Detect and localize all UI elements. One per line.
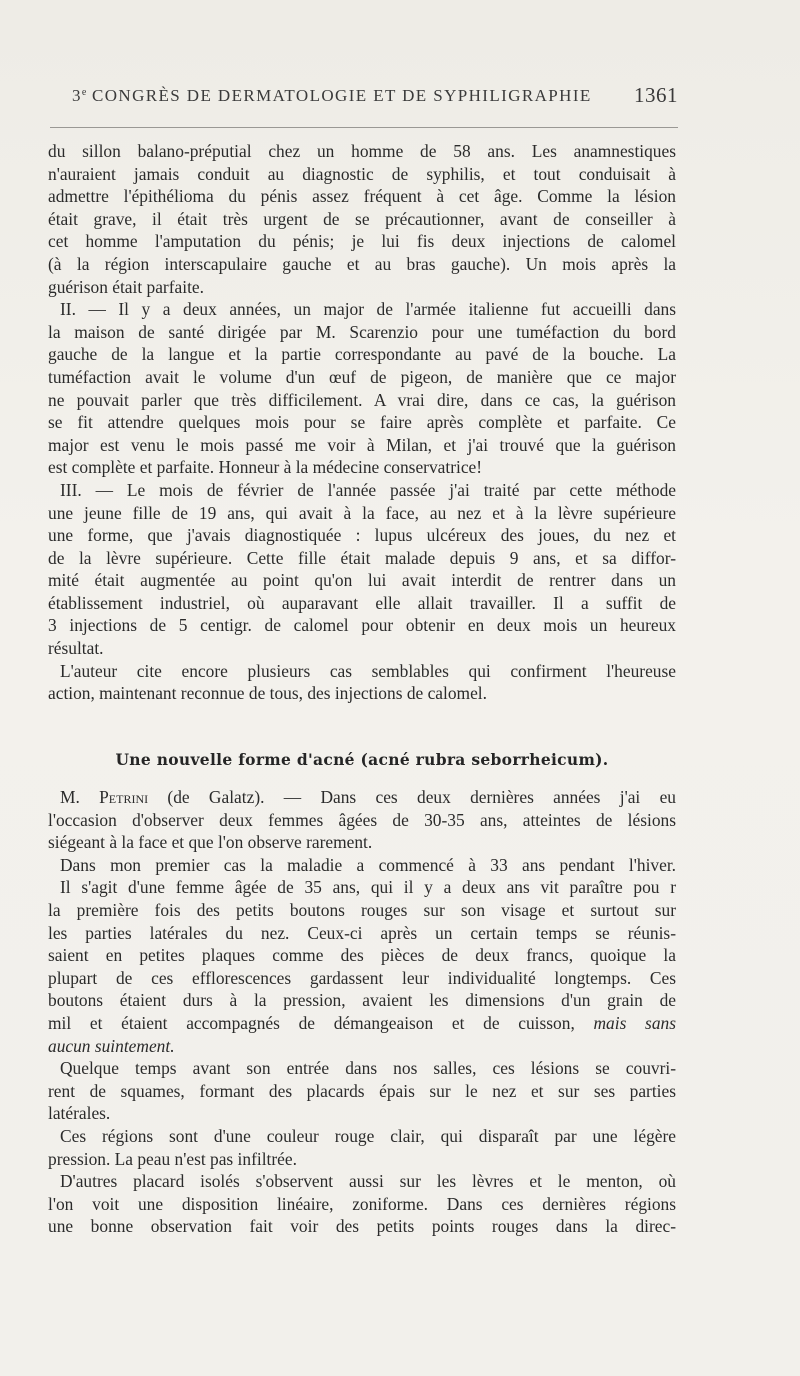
text-line: cet homme l'amputation du pénis; je lui fis deux injections de calomel: [48, 231, 676, 252]
text-line: Ces régions sont d'une couleur rouge clair, qui disparaît par une légère: [60, 1125, 676, 1146]
running-head-title: CONGRÈS DE DERMATOLOGIE ET DE SYPHILIGRAPHIE: [86, 86, 592, 105]
text-line: du sillon balano-préputial chez un homme de 58 ans. Les anamnestiques: [48, 141, 676, 161]
text-line: 3 injections de 5 centigr. de calomel pour obtenir en deux mois un heureux: [48, 615, 676, 636]
text-line-mixed: [48, 1012, 676, 1035]
text-line: L'auteur cite encore plusieurs cas semblables qui confirment l'heureuse: [60, 660, 676, 681]
text-line: mité était augmentée au point qu'on lui avait interdit de rentrer dans un: [48, 570, 676, 591]
text-line: (à la région interscapulaire gauche et au bras gauche). Un mois après la: [48, 253, 676, 274]
running-head-superscript: e: [81, 87, 87, 98]
author-prefix: M.: [60, 787, 100, 807]
text-line: une jeune fille de 19 ans, qui avait à la face, au nez et à la lèvre supérieure: [48, 502, 676, 523]
header-rule: [50, 127, 678, 128]
text-line: une bonne observation fait voir des petits points rouges dans la direc-: [48, 1216, 676, 1237]
text-line: Quelque temps avant son entrée dans nos salles, ces lésions se couvri-: [60, 1058, 676, 1079]
text-line: guérison était parfaite.: [48, 276, 204, 297]
text-line: D'autres placard isolés s'observent aussi sur les lèvres et le menton, où: [60, 1171, 676, 1192]
text-line: de la lèvre supérieure. Cette fille était malade depuis 9 ans, et sa diffor-: [48, 547, 676, 568]
text-line: l'occasion d'observer deux femmes âgées de 30-35 ans, atteintes de lésions: [48, 809, 676, 830]
text-span: mil et étaient accompagnés de démangeaison et de cuisson,: [48, 1012, 594, 1033]
italic-span: mais sans: [593, 1012, 676, 1033]
text-line: gauche de la langue et la partie correspondante au pavé de la bouche. La: [48, 344, 676, 365]
author-line-rest: (de Galatz). — Dans ces deux dernières années j'ai eu: [148, 787, 676, 807]
text-line: latérales.: [48, 1103, 111, 1124]
text-line: tuméfaction avait le volume d'un œuf de pigeon, de manière que ce major: [48, 366, 676, 387]
text-line: plupart de ces efflorescences gardassent leur individualité longtemps. Ces: [48, 967, 676, 988]
body-text-continuation: [48, 140, 676, 705]
text-line: résultat.: [48, 638, 104, 659]
page-number: 1361: [634, 83, 678, 107]
running-head-ordinal: 3: [72, 86, 82, 105]
text-line: ne pouvait parler que très difficilement. A vrai dire, dans ce cas, la guérison: [48, 389, 676, 410]
author-name: Petrini: [99, 787, 149, 807]
text-line: établissement industriel, où auparavant elle allait travailler. Il a suffit de: [48, 592, 676, 613]
text-line: II. — Il y a deux années, un major de l'armée italienne fut accueilli dans: [60, 299, 676, 320]
text-line: major est venu le mois passé me voir à Milan, et j'ai trouvé que la guérison: [48, 434, 676, 455]
text-line: action, maintenant reconnue de tous, des injections de calomel.: [48, 683, 487, 704]
running-header: [64, 83, 682, 116]
text-line: se fit attendre quelques mois pour se faire après complète et parfaite. Ce: [48, 412, 676, 433]
body-text-section: [48, 786, 676, 1238]
text-line: boutons étaient durs à la pression, avaient les dimensions d'un grain de: [48, 990, 676, 1011]
text-line: n'auraient jamais conduit au diagnostic de syphilis, et tout conduisait à: [48, 163, 676, 184]
text-line: était grave, il était très urgent de se précautionner, avant de conseiller à: [48, 208, 676, 229]
text-line: saient en petites plaques comme des pièces de deux francs, quoique la: [48, 945, 676, 966]
text-line: la maison de santé dirigée par M. Scarenzio pour une tuméfaction du bord: [48, 321, 676, 342]
text-line: siégeant à la face et que l'on observe rarement.: [48, 832, 373, 853]
italic-span: aucun suintement.: [48, 1035, 175, 1056]
text-line: l'on voit une disposition linéaire, zoniforme. Dans ces dernières régions: [48, 1193, 676, 1214]
text-line: Dans mon premier cas la maladie a commencé à 33 ans pendant l'hiver.: [60, 854, 676, 875]
text-line: III. — Le mois de février de l'année passée j'ai traité par cette méthode: [60, 479, 676, 500]
text-line-author: [48, 786, 676, 809]
text-line: la première fois des petits boutons rouges sur son visage et surtout sur: [48, 899, 676, 920]
text-line: admettre l'épithélioma du pénis assez fréquent à cet âge. Comme la lésion: [48, 186, 676, 207]
text-line: pression. La peau n'est pas infiltrée.: [48, 1148, 297, 1169]
running-head: [72, 86, 592, 106]
text-line: rent de squames, formant des placards épais sur le nez et sur ses parties: [48, 1080, 676, 1101]
text-line: une forme, que j'avais diagnostiquée : lupus ulcéreux des joues, du nez et: [48, 525, 676, 546]
text-line: est complète et parfaite. Honneur à la médecine conservatrice!: [48, 457, 483, 478]
text-line: Il s'agit d'une femme âgée de 35 ans, qui il y a deux ans vit paraître pou r: [60, 877, 676, 898]
text-line: les parties latérales du nez. Ceux-ci après un certain temps se réunis-: [48, 922, 676, 943]
section-heading: Une nouvelle forme d'acné (acné rubra seborrheicum).: [115, 750, 609, 769]
text-line: [48, 1035, 676, 1058]
